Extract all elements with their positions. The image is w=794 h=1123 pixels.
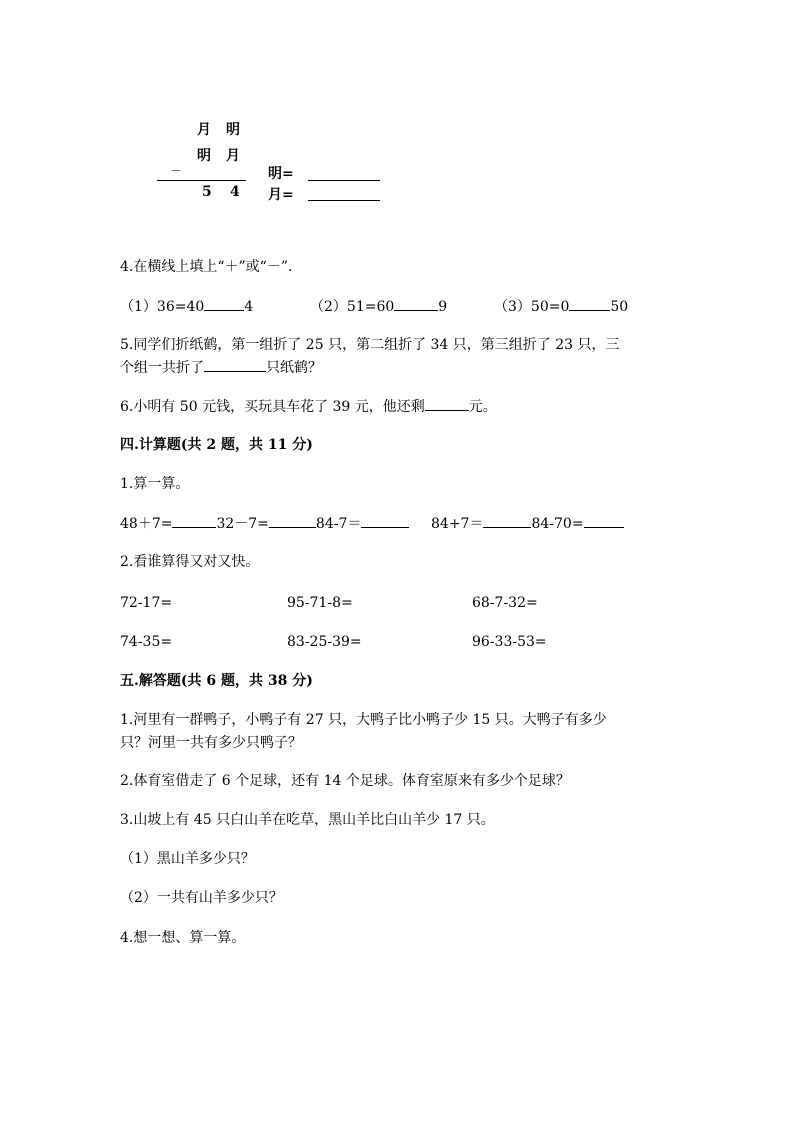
q4-item-3-post: 50 xyxy=(610,299,629,315)
q5-line-1: 5.同学们折纸鹤，第一组折了 25 只，第二组折了 34 只，第三组折了 23 只，三 xyxy=(120,337,620,353)
puzzle-res-c2: 4 xyxy=(230,184,240,200)
q6-pre: 6.小明有 50 元钱，买玩具车花了 39 元，他还剩 xyxy=(120,399,425,415)
sec4-q1-items-right xyxy=(431,512,624,536)
calc-blank-5[interactable] xyxy=(584,513,624,528)
calc-blank-4[interactable] xyxy=(483,513,531,528)
yue-answer-line[interactable] xyxy=(308,200,380,201)
sec5-q3-sub-1: （1）黑山羊多少只？ xyxy=(120,851,255,867)
q6-blank[interactable] xyxy=(425,396,469,411)
calc-item-1: 48＋7= xyxy=(120,516,173,532)
q4-item-2 xyxy=(310,295,447,319)
calc-item-5: 84-70= xyxy=(531,516,584,532)
q4-item-1-blank[interactable] xyxy=(204,296,244,311)
mental-1-1: 72-17= xyxy=(120,595,173,611)
q4-item-3-pre: （3）50=0 xyxy=(494,299,570,315)
sec4-q1-items xyxy=(120,512,409,536)
mental-2-3: 96-33-53= xyxy=(472,634,547,650)
sec5-q3-sub-2: （2）一共有山羊多少只？ xyxy=(120,890,283,906)
mental-1-2: 95-71-8= xyxy=(287,595,353,611)
q4-item-1 xyxy=(120,295,253,319)
calc-blank-1[interactable] xyxy=(172,513,216,528)
sum-line xyxy=(157,180,246,181)
puzzle-r2-c2: 月 xyxy=(226,148,240,164)
q4-item-2-post: 9 xyxy=(438,299,448,315)
q4-item-3-blank[interactable] xyxy=(569,296,610,311)
puzzle-r2-c1: 明 xyxy=(197,148,211,164)
calc-item-2: 32－7= xyxy=(216,516,269,532)
sec5-q4: 4.想一想、算一算。 xyxy=(120,930,246,946)
mental-2-2: 83-25-39= xyxy=(287,634,362,650)
section-4-title: 四.计算题(共 2 题，共 11 分) xyxy=(120,437,313,453)
q5-line-2-post: 只纸鹤？ xyxy=(266,360,322,376)
q5-line-2-pre: 个组一共折了 xyxy=(120,360,204,376)
puzzle-r1-c2: 明 xyxy=(226,122,240,138)
ming-answer-line[interactable] xyxy=(308,180,380,181)
q4-item-2-blank[interactable] xyxy=(394,296,438,311)
q4-item-3 xyxy=(494,295,628,319)
sec5-q3: 3.山坡上有 45 只白山羊在吃草，黑山羊比白山羊少 17 只。 xyxy=(120,812,495,828)
ming-label: 明= xyxy=(268,166,294,182)
q4-item-1-pre: （1）36=40 xyxy=(120,299,205,315)
q6 xyxy=(120,395,497,419)
calc-blank-2[interactable] xyxy=(269,513,316,528)
q4-title: 4.在横线上填上“＋”或“－”. xyxy=(120,259,293,275)
q4-item-2-pre: （2）51=60 xyxy=(310,299,395,315)
mental-1-3: 68-7-32= xyxy=(472,595,538,611)
section-5-title: 五.解答题(共 6 题，共 38 分) xyxy=(120,673,313,689)
sec5-q1-line-1: 1.河里有一群鸭子，小鸭子有 27 只，大鸭子比小鸭子少 15 只。大鸭子有多少 xyxy=(120,712,607,728)
q5-blank[interactable] xyxy=(204,357,266,372)
calc-item-4: 84+7＝ xyxy=(431,516,484,532)
mental-2-1: 74-35= xyxy=(120,634,173,650)
puzzle-r1-c1: 月 xyxy=(197,122,211,138)
puzzle-res-c1: 5 xyxy=(202,184,212,200)
q6-post: 元。 xyxy=(468,399,497,415)
yue-label: 月= xyxy=(268,187,294,203)
minus-sign: － xyxy=(170,164,183,178)
q4-item-1-post: 4 xyxy=(244,299,254,315)
q5-line-2 xyxy=(120,356,322,380)
sec5-q2: 2.体育室借走了 6 个足球，还有 14 个足球。体育室原来有多少个足球？ xyxy=(120,773,570,789)
sec4-q1-title: 1.算一算。 xyxy=(120,476,190,492)
calc-blank-3[interactable] xyxy=(361,513,409,528)
sec4-q2-title: 2.看谁算得又对又快。 xyxy=(120,554,260,570)
sec5-q1-line-2: 只？河里一共有多少只鸭子？ xyxy=(120,735,302,751)
calc-item-3: 84-7＝ xyxy=(315,516,362,532)
